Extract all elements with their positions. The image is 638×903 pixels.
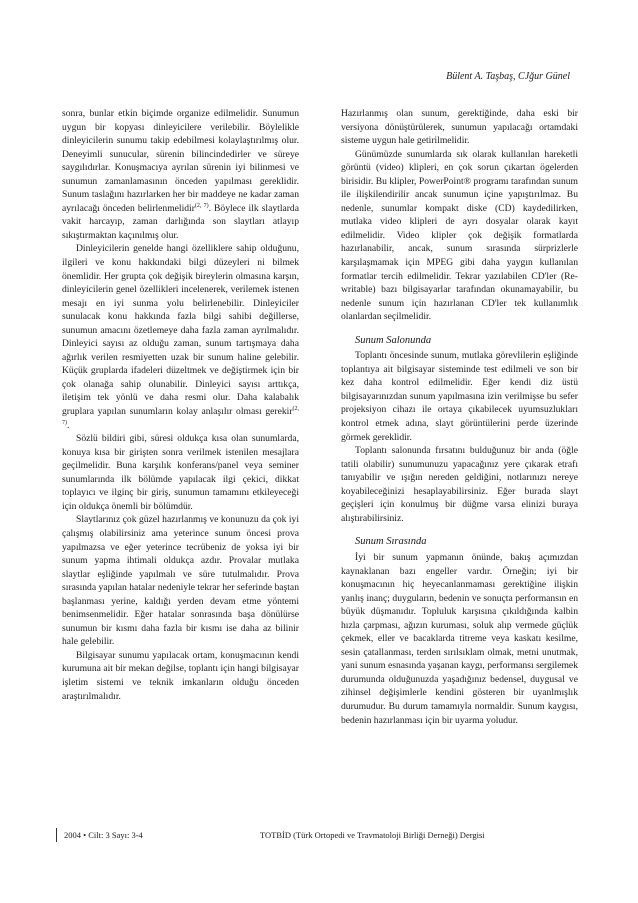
- section-heading-sunum-salonunda: Sunum Salonunda: [355, 334, 432, 346]
- footer-divider: [56, 828, 57, 842]
- paragraph: Toplantı salonunda fırsatını bulduğunuz bir anda (öğle tatili olabilir) sunumunuzu yapacağınız yere çıkarak etrafı tanıyabilir ve ışığın nereden geldiğini, notlarınızı nereye koyabileceğinizi hesaplayabilirsiniz. Eğer burada slayt geçişleri için konulmuş bir düğme varsa elinizi buraya alıştırabilirsiniz.: [341, 445, 578, 524]
- paragraph: Günümüzde sunumlarda sık olarak kullanılan hareketli görüntü (video) klipleri, en çok sorun çıkartan ögelerden birisidir. Bu klipler, PowerPoint® programı tarafından sunum ile ilişkilendirilir ancak sunumun içine yapıştırılmaz. Bu nedenle, sunumlar kompakt diske (CD) kaydedilirken, mutlaka video klipleri de ayrı dosyalar olarak kayıt edilmelidir. Video klipler çok değişik formatlarda hazırlanabilir, ancak, sunum sırasında sürprizlerle karşılaşmamak için MPEG gibi daha yaygın kullanılan formatlar tercih edilmelidir. Tekrar yazılabilen CD'ler (Re-writable) bazı bilgisayarlar tarafından okunamayabilir, bu nedenle sunum için hazırlanan CD'ler tek kullanımlık olanlardan seçilmelidir.: [341, 148, 578, 323]
- paragraph: Sözlü bildiri gibi, süresi oldukça kısa olan sunumlarda, konuya kısa bir girişten sonra verilmek istenilen mesajlara geçilmelidir. Buna karşılık konferans/panel veya seminer sunumlarında ilk bölümde yapılacak ilgi çekici, dikkat toplayıcı ve ilginç bir giriş, sunumun tamamını etkileyeceği için oldukça önemli bir bölümdür.: [62, 433, 299, 512]
- left-column: [62, 107, 299, 703]
- paragraph: Dinleyicilerin genelde hangi özelliklere sahip olduğunu, ilgileri ve konu hakkındaki bilgi düzeyleri ni bilmek önemlidir. Her grupta çok değişik bireylerin olmasına karşın, dinleyicilerin genel özellikleri incelenerek, verilemek istenen mesajı en iyi sunma yolu belirlenebilir. Dinleyiciler sunulacak konu hakkında fazla bilgi sahibi değillerse, sunumun amacını özetlemeye daha fazla zaman ayrılmalıdır. Dinleyici sayısı az olduğu zaman, sunum tartışmaya daha ağırlık verilen resmiyetten uzak bir sunum haline gelebilir. Küçük gruplarda ifadeleri düzeltmek ve değiştirmek için bir çok olanağa sahip olunabilir. Dinleyici sayısı arttıkça, iletişim tek yönlü ve daha resmi olur. Daha kalabalık gruplara yapılan sunumların kolay anlaşılır olması gerekir$^{(2, 7)}$.: [62, 243, 299, 431]
- section-heading-sunum-sirasinda: Sunum Sırasında: [355, 536, 427, 548]
- citation: (2, 7): [194, 202, 209, 209]
- running-header-authors: Bülent A. Taşbaş, CJğur Günel: [446, 71, 570, 82]
- footer-issue: 2004 • Cilt: 3 Sayı: 3-4: [64, 830, 143, 840]
- page-footer: [56, 828, 578, 842]
- paragraph: Hazırlanmış olan sunum, gerektiğinde, daha eski bir versiyona dönüştürülerek, sunumun yapılacağı ortamdaki sisteme uygun hale getirilmelidir.: [341, 108, 578, 147]
- right-column: [341, 107, 578, 727]
- paragraph: Bilgisayar sunumu yapılacak ortam, konuşmacının kendi kurumuna ait bir mekan değilse, toplantı için hangi bilgisayar işletim sistemi ve teknik imkanların olduğu önceden araştırılmalıdır.: [62, 649, 299, 702]
- paragraph: Toplantı öncesinde sunum, mutlaka görevlilerin eşliğinde toplantıya ait bilgisayar sisteminde test edilmeli ve son bir kez daha kontrol edilmelidir. Eğer kendi diz üstü bilgisayarınızdan sunum yapılmasına izin verilmişse bu sefer projeksiyon cihazı ile ortaya çıkabilecek uyumsuzlukları kontrol etmek adına, slayt görüntülerini perde üzerinde görmek gereklidir.: [341, 350, 578, 443]
- paragraph: Slaytlarınız çok güzel hazırlanmış ve konunuzu da çok iyi çalışmış olabilirsiniz ama yeterince sunum öncesi prova yapılmazsa ve eğer yeterince tecrübeniz de yoksa iyi bir sunum yapma ihtimali oldukça azdır. Provalar mutlaka slaytlar eşliğinde yapılmalı ve süre tutulmalıdır. Prova sırasında yapılan hatalar nedeniyle tekrar her seferinde baştan başlanması yerine, kaldığı yerden devam etme yöntemi benimsenmelidir. Eğer hatalar sonrasında başa dönülürse sunumun bir kısmı daha fazla bir kısmı ise daha az bilinir hale gelebilir.: [62, 514, 299, 648]
- paragraph: sonra, bunlar etkin biçimde organize edilmelidir. Sunumun uygun bir kopyası dinleyicilere verilebilir. Böylelikle dinleyicilerin sunumu takip edebilmesi kolaylaştırılmış olur. Deneyimli sunucular, sürenin bilincindedirler ve süreye saygılıdırlar. Konuşmacıya ayrılan sürenin iyi bilinmesi ve sunumun zamanlamasının önceden yapılması gereklidir. Sunum taslağını hazırlarken her bir maddeye ne kadar zaman ayrılacağı önceden belirlenmelidir$^{(2, 7)}$. Böylece ilk slaytlarda vakit harcayıp, zaman darlığında son slaytları atlayıp sıkıştırmaktan kaçınılmış olur.: [62, 108, 299, 241]
- paragraph: İyi bir sunum yapmanın önünde, bakış açımızdan kaynaklanan bazı engeller vardır. Örneğin; iyi bir konuşmacının hiç heyecanlanmaması gerektiğine ilişkin yanlış inanç; duyguların, bedenin ve sonuçta performansın en büyük düşmanıdır. Topluluk karşısına çıkıldığında kalbin hızla çarpması, ağızın kuruması, soluk alıp vermede güçlük çekmek, eller ve bacaklarda titreme veya kaskatı kesilme, sesin çatallanması, terden sırılsıklam olmak, metni unutmak, yani sunum esnasında yaşanan kaygı, performansı sergilemek durumunda olduğunuzda yaşadığınız bedensel, duygusal ve zihinsel değişimlerle kendini gösteren bir uyanlmışlık durumudur. Bu durum tamamıyla normaldir. Sunum kaygısı, bedenin hazırlanması için bir uyarma yoludur.: [341, 551, 578, 726]
- footer-journal: TOTBİD (Türk Ortopedi ve Travmatoloji Birliği Derneği) Dergisi: [260, 830, 485, 840]
- citation: (2, 7): [62, 405, 299, 426]
